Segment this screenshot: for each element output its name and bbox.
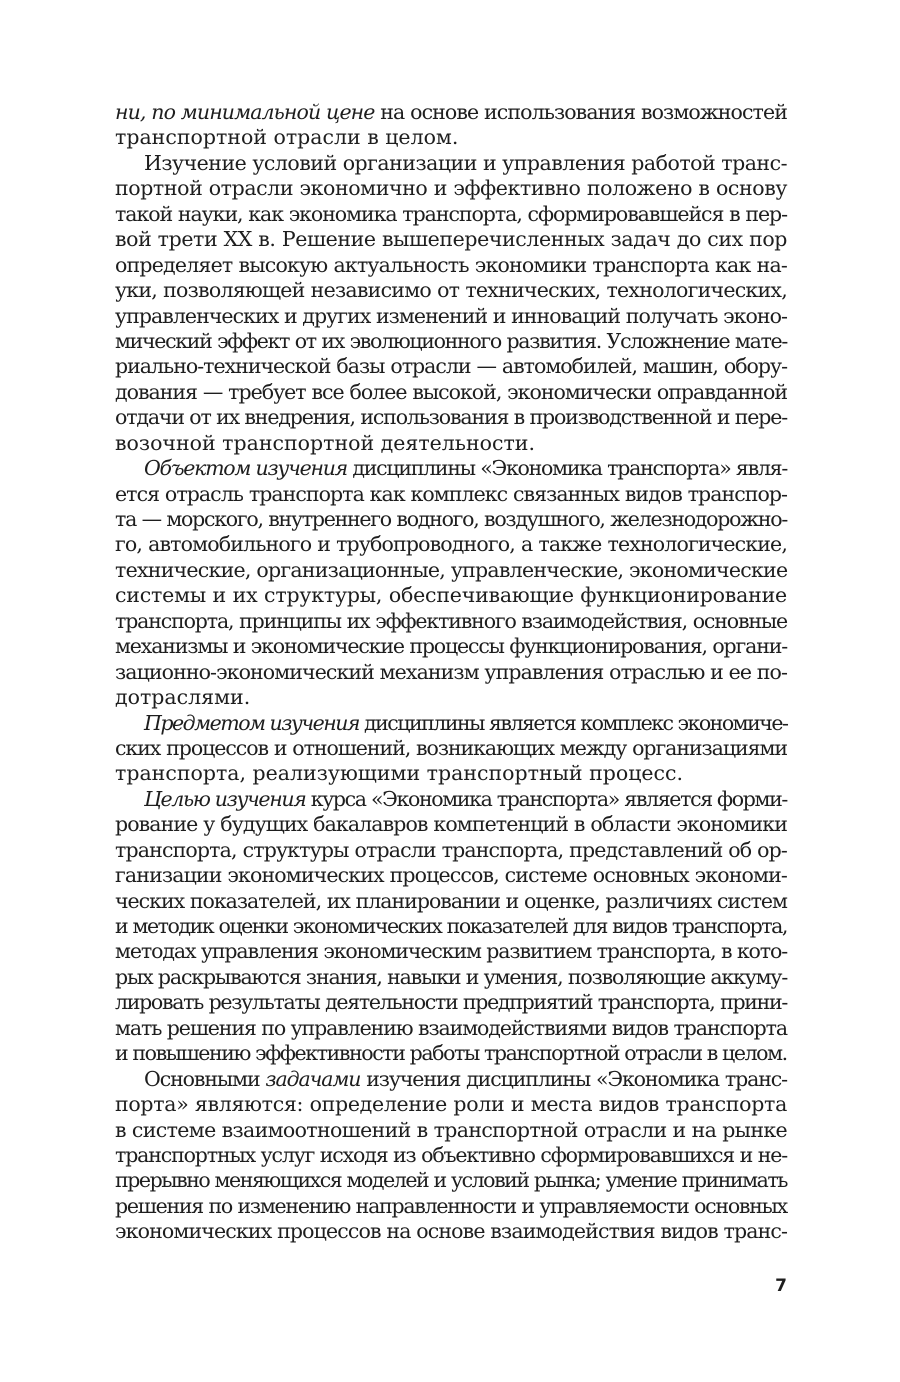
text-run: в системе взаимоотношений в транспортной отрасли и на рынке	[115, 1117, 787, 1142]
text-run: ских процессов и отношений, возникающих между организациями	[115, 735, 787, 760]
text-line	[115, 787, 787, 812]
text-line	[115, 151, 787, 176]
text-line	[115, 1092, 787, 1117]
paragraph	[115, 151, 787, 456]
text-run: порта» являются: определение роли и места видов транспорта	[115, 1092, 787, 1117]
text-line	[115, 431, 787, 456]
text-run: технические, организационные, управленческие, экономические	[115, 557, 788, 582]
text-line	[115, 456, 787, 481]
text-line	[115, 1016, 787, 1041]
text-run: транспорта, принципы их эффективного взаимодействия, основные	[115, 608, 787, 633]
text-run: го, автомобильного и трубопроводного, а также технологические,	[115, 532, 787, 557]
text-run: рых раскрываются знания, навыки и умения, позволяющие аккуму-	[115, 964, 788, 989]
text-run: мический эффект от их эволюционного развития. Усложнение мате-	[115, 328, 787, 353]
text-line	[115, 278, 787, 303]
text-line	[115, 660, 787, 685]
text-line	[115, 176, 787, 201]
text-line	[115, 1067, 787, 1092]
text-line	[115, 1168, 787, 1193]
paragraph	[115, 1067, 787, 1245]
text-line	[115, 736, 787, 761]
text-run: прерывно меняющихся моделей и условий рынка; умение принимать	[115, 1168, 787, 1193]
text-line	[115, 1143, 787, 1168]
text-run: вой трети XX в. Решение вышеперечисленных задач до сих пор	[115, 227, 787, 252]
text-line	[115, 1041, 787, 1066]
text-line	[115, 253, 787, 278]
text-line	[115, 812, 787, 837]
text-run: ганизации экономических процессов, системе основных экономи-	[115, 863, 787, 888]
text-run: транспортной отрасли в целом.	[115, 125, 459, 150]
text-line	[115, 685, 787, 710]
text-line	[115, 329, 787, 354]
text-run: и методик оценки экономических показателей для видов транспорта,	[115, 914, 787, 938]
text-run: ческих показателей, их планировании и оценке, различиях систем	[115, 888, 787, 913]
text-run: транспорта, реализующими транспортный процесс.	[115, 761, 684, 786]
text-line	[115, 1118, 787, 1143]
text-line	[115, 354, 787, 379]
italic-term: Предметом изучения	[144, 710, 359, 735]
italic-term: задачами	[265, 1066, 361, 1091]
text-line	[115, 711, 787, 736]
text-line	[115, 100, 787, 125]
text-run: такой науки, как экономика транспорта, сформировавшейся в пер-	[115, 201, 787, 226]
text-line	[115, 532, 787, 557]
text-run: курса «Экономика транспорта» является форми-	[305, 786, 788, 811]
text-run: мать решения по управлению взаимодействиями видов транспорта	[115, 1015, 787, 1040]
text-run: риально-технической базы отрасли — автомобилей, машин, обору-	[115, 354, 787, 379]
text-run: уки, позволяющей независимо от технических, технологических,	[115, 278, 787, 303]
text-line	[115, 202, 787, 227]
text-run: отдачи от их внедрения, использования в производственной и пере-	[115, 405, 787, 430]
text-line	[115, 482, 787, 507]
text-line	[115, 507, 787, 532]
text-line	[115, 634, 787, 659]
paragraph	[115, 787, 787, 1067]
text-run: экономических процессов на основе взаимодействия видов транс-	[115, 1219, 788, 1244]
text-run: изучения дисциплины «Экономика транс-	[360, 1066, 787, 1091]
text-run: и повышению эффективности работы транспортной отрасли в целом.	[115, 1041, 787, 1066]
text-line	[115, 609, 787, 634]
paragraph	[115, 711, 787, 787]
text-line	[115, 761, 787, 786]
text-line	[115, 939, 787, 964]
text-line	[115, 990, 787, 1015]
italic-term: ни, по минимальной цене	[115, 100, 375, 124]
text-run: портной отрасли экономично и эффективно положено в основу	[115, 176, 787, 201]
text-run: Основными	[144, 1066, 266, 1091]
text-line	[115, 838, 787, 863]
text-run: зационно-экономический механизм управления отраслью и ее по-	[115, 659, 787, 684]
text-run: транспортных услуг исходя из объективно сформировавшихся и не-	[115, 1142, 787, 1167]
text-line	[115, 1219, 787, 1244]
text-run: транспорта, структуры отрасли транспорта, представлений об ор-	[115, 837, 787, 862]
text-line	[115, 227, 787, 252]
text-run: ется отрасль транспорта как комплекс связанных видов транспор-	[115, 481, 787, 506]
text-run: механизмы и экономические процессы функционирования, органи-	[115, 634, 787, 659]
text-line	[115, 304, 787, 329]
text-run: дования — требует все более высокой, экономически оправданной	[115, 379, 787, 404]
italic-term: Объектом изучения	[144, 456, 347, 481]
paragraph	[115, 456, 787, 710]
text-run: возочной транспортной деятельности.	[115, 430, 535, 455]
paragraph	[115, 100, 787, 151]
text-run: рование у будущих бакалавров компетенций в области экономики	[115, 812, 787, 837]
text-run: на основе использования возможностей	[374, 100, 787, 124]
text-line	[115, 889, 787, 914]
text-line	[115, 125, 787, 150]
text-run: дисциплины «Экономика транспорта» явля-	[346, 456, 787, 481]
text-line	[115, 558, 787, 583]
text-run: Изучение условий организации и управления работой транс-	[144, 150, 787, 175]
italic-term: Целью изучения	[144, 786, 306, 811]
text-line	[115, 914, 787, 939]
text-run: решения по изменению направленности и управляемости основных	[115, 1193, 787, 1218]
text-run: дисциплины является комплекс экономиче-	[359, 710, 788, 735]
text-line	[115, 965, 787, 990]
text-run: методах управления экономическим развитием транспорта, в кото-	[115, 939, 788, 964]
text-run: лировать результаты деятельности предприятий транспорта, прини-	[115, 990, 787, 1015]
body-text	[115, 100, 787, 1245]
text-run: системы и их структуры, обеспечивающие функционирование	[115, 583, 787, 608]
text-line	[115, 863, 787, 888]
text-run: определяет высокую актуальность экономики транспорта как на-	[115, 252, 787, 277]
text-line	[115, 583, 787, 608]
text-line	[115, 1194, 787, 1219]
page-number: 7	[775, 1276, 787, 1296]
text-run: дотраслями.	[115, 685, 251, 710]
text-run: та — морского, внутреннего водного, воздушного, железнодорожно-	[115, 507, 787, 531]
text-line	[115, 380, 787, 405]
text-line	[115, 405, 787, 430]
text-run: управленческих и других изменений и инноваций получать эконо-	[115, 303, 787, 328]
